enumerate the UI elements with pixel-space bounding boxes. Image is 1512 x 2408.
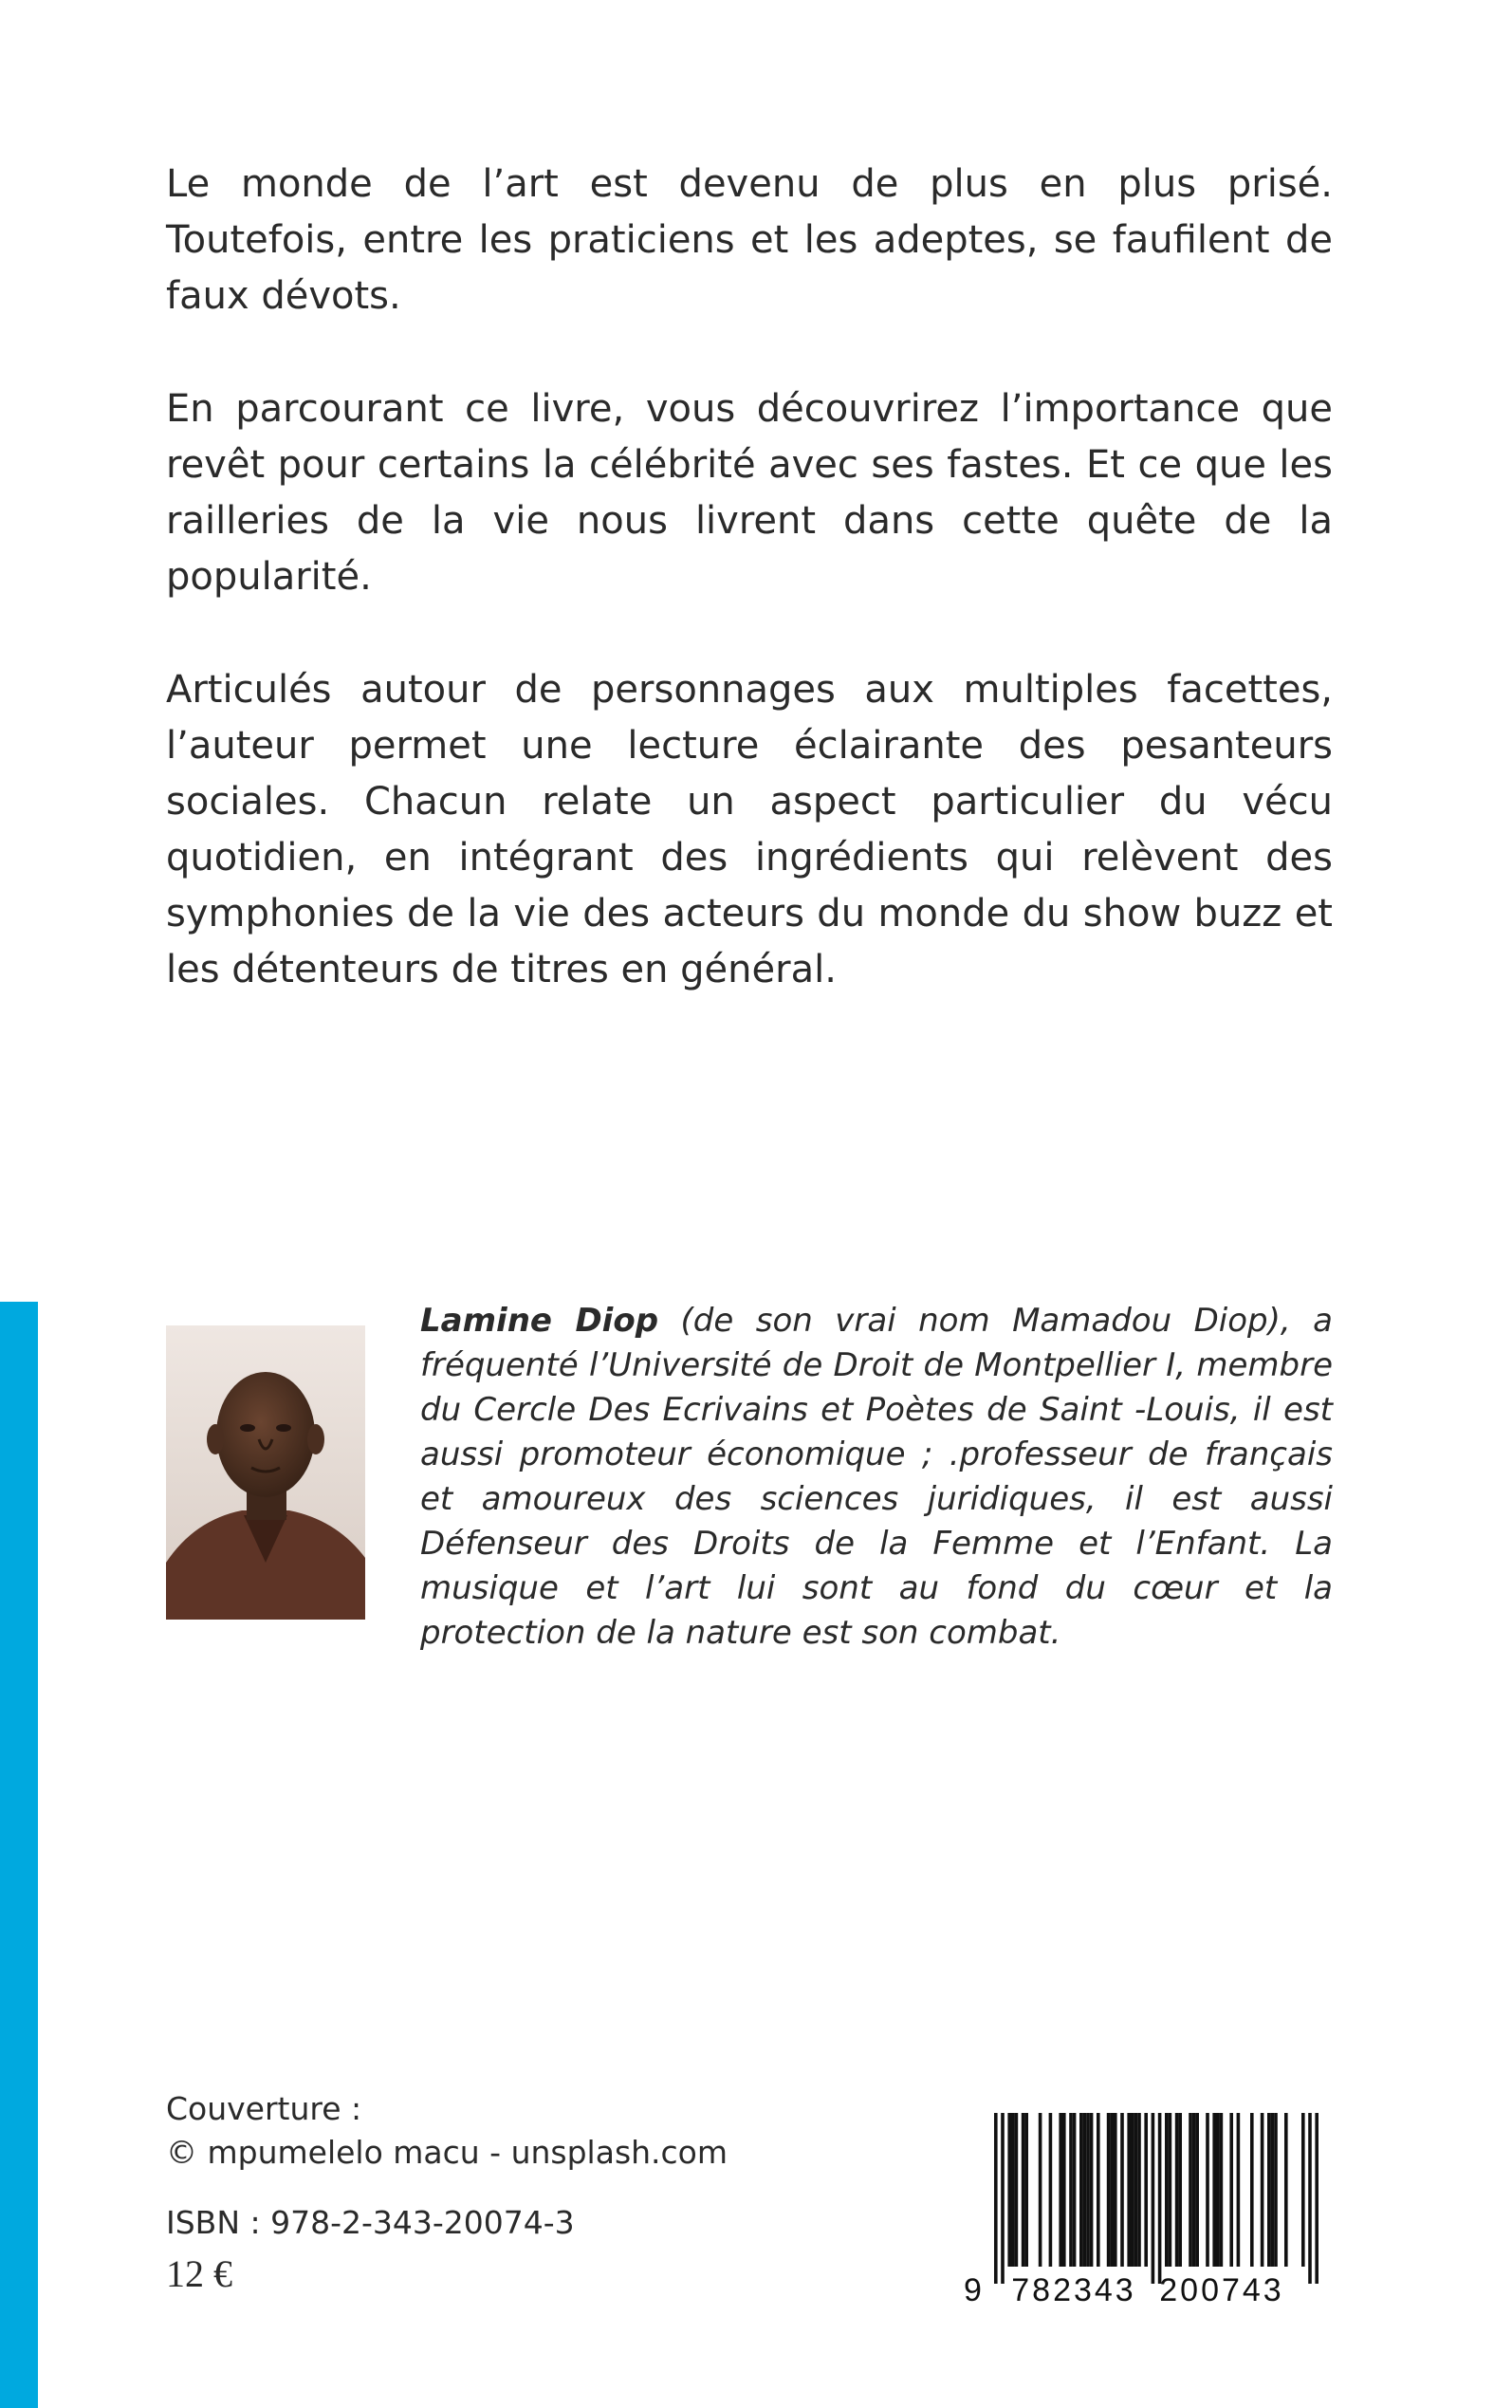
barcode-bar — [1144, 2113, 1148, 2267]
barcode-bar — [1097, 2113, 1100, 2267]
barcode-bar — [1192, 2113, 1196, 2267]
author-bio — [420, 1299, 1333, 1656]
barcode-bar — [1175, 2113, 1179, 2267]
barcode-bar — [1261, 2113, 1264, 2267]
barcode-bar — [1022, 2113, 1025, 2267]
barcode-bar — [1216, 2113, 1220, 2267]
barcode-bar — [1229, 2113, 1233, 2267]
barcode — [958, 2113, 1337, 2312]
barcode-bar — [1024, 2113, 1028, 2267]
barcode-bar — [1308, 2113, 1312, 2284]
barcode-bar — [1271, 2113, 1275, 2267]
barcode-bar — [1220, 2113, 1224, 2267]
accent-bar — [0, 1302, 38, 2408]
barcode-bar — [1120, 2113, 1124, 2267]
barcode-bar — [1079, 2113, 1083, 2267]
isbn: ISBN : 978-2-343-20074-3 — [166, 2204, 575, 2241]
barcode-bar — [1086, 2113, 1090, 2267]
barcode-bar — [1301, 2113, 1305, 2267]
barcode-right-digits: 200743 — [1159, 2272, 1284, 2308]
cover-credits — [166, 2087, 728, 2175]
barcode-bar — [1158, 2113, 1162, 2284]
barcode-bar — [1127, 2113, 1131, 2267]
barcode-bar — [1189, 2113, 1192, 2267]
barcode-bar — [1165, 2113, 1169, 2267]
author-name: Lamine Diop — [420, 1302, 659, 1340]
barcode-bar — [1284, 2113, 1288, 2267]
cover-label: Couverture : — [166, 2090, 362, 2127]
barcode-bar — [1007, 2113, 1011, 2267]
blurb-paragraph: Le monde de l’art est devenu de plus en plus prisé. Toutefois, entre les praticiens et les adeptes, se faufilent de faux dévots. — [166, 162, 1333, 318]
barcode-bar — [1274, 2113, 1278, 2267]
barcode-bar — [1107, 2113, 1111, 2267]
barcode-bar — [1206, 2113, 1209, 2267]
barcode-bar — [1073, 2113, 1077, 2267]
price: 12 € — [166, 2252, 232, 2295]
barcode-bar — [1001, 2113, 1005, 2284]
barcode-bar — [994, 2113, 998, 2284]
cover-credit: © mpumelelo macu - unsplash.com — [166, 2134, 728, 2171]
author-bio-text: (de son vrai nom Mamadou Diop), a fréquenté l’Université de Droit de Montpellier I, membre du Cercle Des Ecrivains et Poètes de Saint -Louis, il est aussi promoteur économique ; .professeur de français et amoureux des sciences juridiques, il est aussi Défenseur des Droits de la Femme et l’Enfant. La musique et l’art lui sont au fond du cœur et la protection de la nature est son combat. — [420, 1302, 1333, 1652]
barcode-bar — [1062, 2113, 1066, 2267]
barcode-graphic — [958, 2113, 1337, 2312]
blurb — [166, 157, 1333, 1055]
barcode-bar — [1059, 2113, 1062, 2267]
barcode-bars — [994, 2113, 1318, 2284]
barcode-lead-digit: 9 — [964, 2272, 982, 2308]
barcode-bar — [1069, 2113, 1073, 2267]
barcode-bar — [1090, 2113, 1094, 2267]
barcode-bar — [1315, 2113, 1318, 2284]
barcode-bar — [1110, 2113, 1114, 2267]
barcode-bar — [1083, 2113, 1087, 2267]
barcode-bar — [1131, 2113, 1134, 2267]
barcode-bar — [1195, 2113, 1199, 2267]
barcode-bar — [1134, 2113, 1138, 2267]
barcode-bar — [1237, 2113, 1241, 2267]
barcode-bar — [1169, 2113, 1172, 2267]
blurb-paragraph: Articulés autour de personnages aux multiples facettes, l’auteur permet une lecture éclairante des pesanteurs sociales. Chacun relate un aspect particulier du vécu quotidien, en intégrant des ingrédients qui relèvent des symphonies de la vie des acteurs du monde du show buzz et les détenteurs de titres en général. — [166, 668, 1333, 991]
barcode-bar — [1152, 2113, 1155, 2284]
barcode-bar — [1137, 2113, 1141, 2267]
barcode-bar — [1039, 2113, 1042, 2267]
barcode-bar — [1114, 2113, 1117, 2267]
barcode-bar — [1011, 2113, 1015, 2267]
barcode-bar — [1212, 2113, 1216, 2267]
barcode-left-digits: 782343 — [1011, 2272, 1136, 2308]
barcode-bar — [1178, 2113, 1182, 2267]
barcode-bar — [1267, 2113, 1271, 2267]
blurb-paragraph: En parcourant ce livre, vous découvrirez l’importance que revêt pour certains la célébrité avec ses fastes. Et ce que les railleries de la vie nous livrent dans cette quête de la popularité. — [166, 387, 1333, 599]
barcode-bar — [1250, 2113, 1254, 2267]
barcode-bar — [1049, 2113, 1053, 2267]
author-photo — [166, 1325, 365, 1620]
barcode-bar — [1015, 2113, 1019, 2267]
